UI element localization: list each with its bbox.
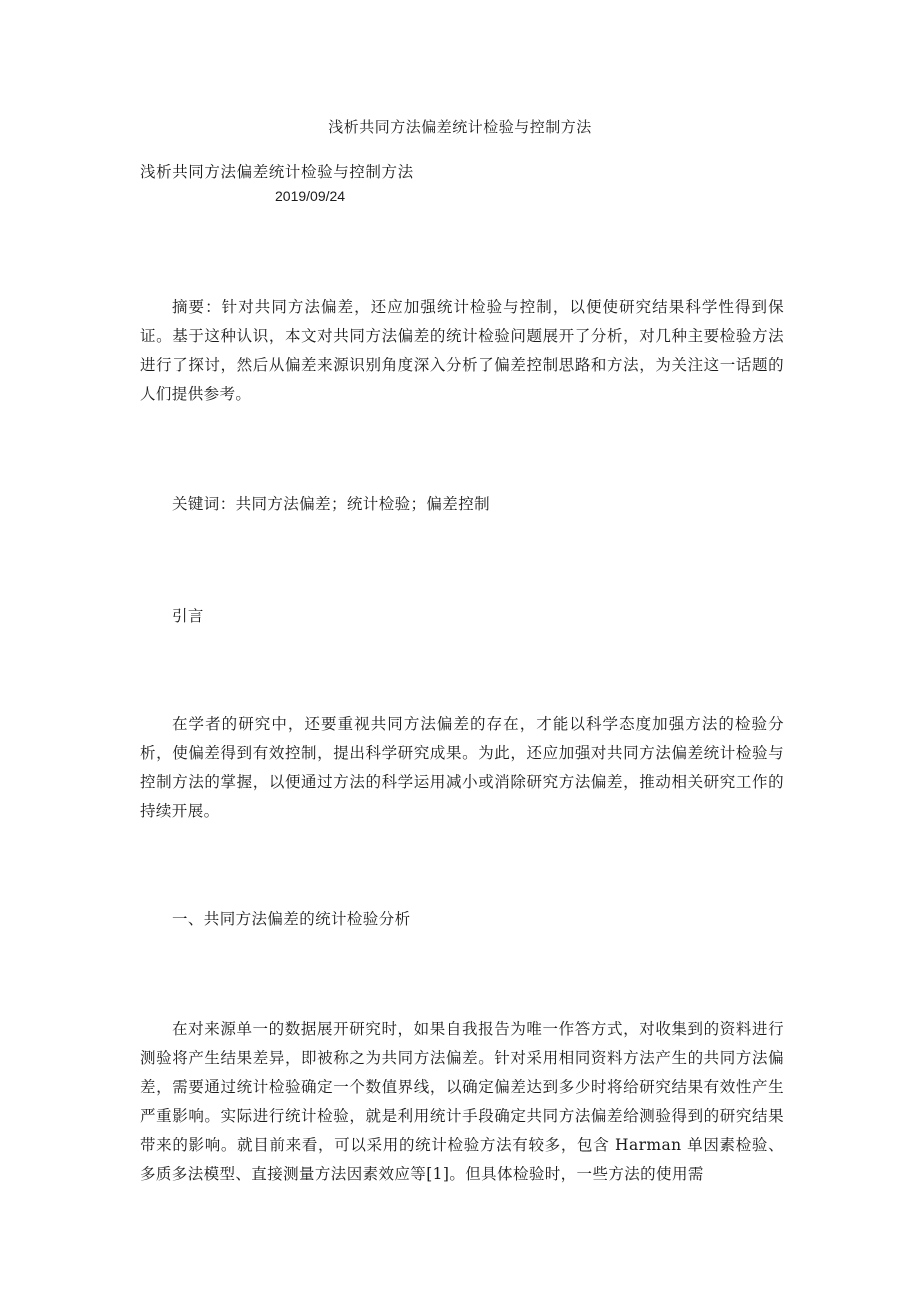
- section-1-heading: 一、共同方法偏差的统计检验分析: [172, 910, 411, 928]
- document-title: 浅析共同方法偏差统计检验与控制方法: [328, 118, 592, 136]
- intro-paragraph: 在学者的研究中，还要重视共同方法偏差的存在，才能以科学态度加强方法的检验分析，使偏差得到有效控制，提出科学研究成果。为此，还应加强对共同方法偏差统计检验与控制方法的掌握，以便通过方法的科学运用减小或消除研究方法偏差，推动相关研究工作的持续开展。: [140, 715, 784, 820]
- keywords-line: 关键词：共同方法偏差；统计检验；偏差控制: [172, 495, 491, 513]
- intro-heading: 引言: [172, 607, 204, 625]
- article-title: 浅析共同方法偏差统计检验与控制方法: [140, 163, 414, 181]
- section-1-paragraph: 在对来源单一的数据展开研究时，如果自我报告为唯一作答方式，对收集到的资料进行测验将产生结果差异，即被称之为共同方法偏差。针对采用相同资料方法产生的共同方法偏差，需要通过统计检验确定一个数值界线，以确定偏差达到多少时将给研究结果有效性产生严重影响。实际进行统计检验，就是利用统计手段确定共同方法偏差给测验得到的研究结果带来的影响。就目前来看，可以采用的统计检验方法有较多，包含 Harman 单因素检验、多质多法模型、直接测量方法因素效应等[1]。但具体检验时，一些方法的使用需: [140, 1020, 784, 1183]
- publish-date: 2019/09/24: [275, 188, 346, 204]
- abstract-paragraph: 摘要：针对共同方法偏差，还应加强统计检验与控制，以便使研究结果科学性得到保证。基于这种认识，本文对共同方法偏差的统计检验问题展开了分析，对几种主要检验方法进行了探讨，然后从偏差来源识别角度深入分析了偏差控制思路和方法，为关注这一话题的人们提供参考。: [140, 298, 784, 403]
